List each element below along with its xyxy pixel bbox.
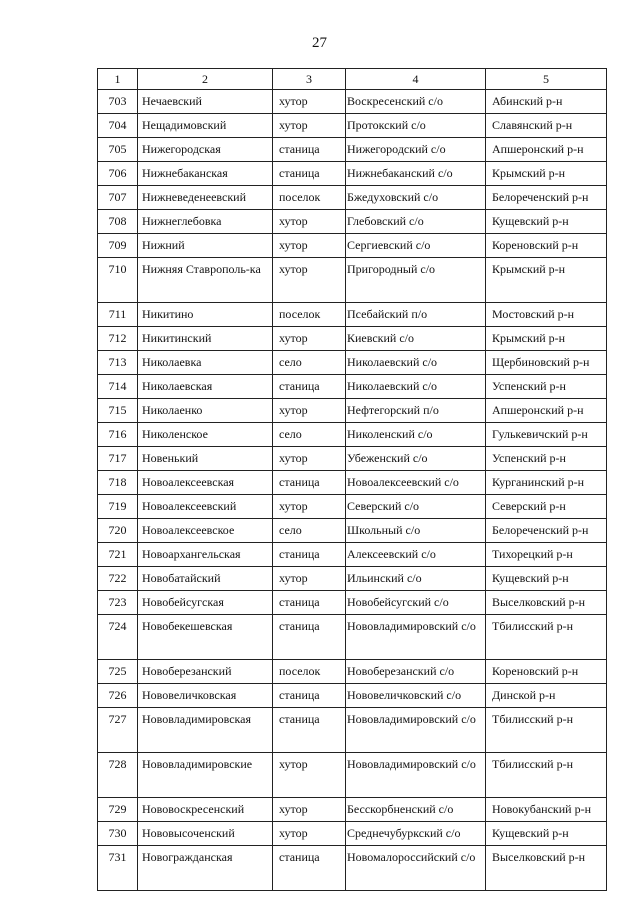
table-row (98, 90, 607, 114)
settlement-type: станица (273, 375, 346, 399)
settlement-name: Новоархангельская (138, 543, 273, 567)
table-row (98, 303, 607, 327)
column-header: 3 (273, 69, 346, 90)
settlement-name: Никитинский (138, 327, 273, 351)
district-name: Кореновский р-н (486, 234, 607, 258)
settlement-name: Новобатайский (138, 567, 273, 591)
district-name: Тбилисский р-н (486, 615, 607, 660)
council-name: Псебайский п/о (346, 303, 486, 327)
row-number: 703 (98, 90, 138, 114)
district-name: Кущевский р-н (486, 822, 607, 846)
settlement-name: Нижневеденеевский (138, 186, 273, 210)
settlement-type: поселок (273, 660, 346, 684)
settlement-name: Нововеличковская (138, 684, 273, 708)
row-number: 708 (98, 210, 138, 234)
settlement-name: Николенское (138, 423, 273, 447)
row-number: 709 (98, 234, 138, 258)
table-row (98, 846, 607, 891)
settlement-type: хутор (273, 114, 346, 138)
settlement-type: станица (273, 543, 346, 567)
row-number: 715 (98, 399, 138, 423)
row-number: 726 (98, 684, 138, 708)
council-name: Николаевский с/о (346, 351, 486, 375)
council-name: Нововладимировский с/о (346, 753, 486, 798)
district-name: Славянский р-н (486, 114, 607, 138)
settlement-name: Новогражданская (138, 846, 273, 891)
settlement-name: Нижнеглебовка (138, 210, 273, 234)
council-name: Новоберезанский с/о (346, 660, 486, 684)
table-row (98, 210, 607, 234)
row-number: 713 (98, 351, 138, 375)
council-name: Николенский с/о (346, 423, 486, 447)
council-name: Новоалексеевский с/о (346, 471, 486, 495)
settlement-name: Николаенко (138, 399, 273, 423)
settlement-name: Нововладимировские (138, 753, 273, 798)
council-name: Нововеличковский с/о (346, 684, 486, 708)
settlement-name: Новоберезанский (138, 660, 273, 684)
council-name: Новобейсугский с/о (346, 591, 486, 615)
table-row (98, 114, 607, 138)
council-name: Нижнебаканский с/о (346, 162, 486, 186)
district-name: Апшеронский р-н (486, 399, 607, 423)
council-name: Ильинский с/о (346, 567, 486, 591)
district-name: Северский р-н (486, 495, 607, 519)
row-number: 705 (98, 138, 138, 162)
row-number: 711 (98, 303, 138, 327)
table-row (98, 447, 607, 471)
table-row (98, 471, 607, 495)
settlement-type: станица (273, 591, 346, 615)
table-row (98, 258, 607, 303)
table-row (98, 399, 607, 423)
settlement-type: поселок (273, 303, 346, 327)
row-number: 727 (98, 708, 138, 753)
settlement-type: село (273, 519, 346, 543)
table-row (98, 567, 607, 591)
district-name: Кущевский р-н (486, 210, 607, 234)
council-name: Сергиевский с/о (346, 234, 486, 258)
settlement-type: хутор (273, 90, 346, 114)
page-number: 27 (312, 35, 327, 51)
settlement-name: Николаевская (138, 375, 273, 399)
settlement-name: Никитино (138, 303, 273, 327)
district-name: Тихорецкий р-н (486, 543, 607, 567)
column-header: 5 (486, 69, 607, 90)
table-body (98, 90, 607, 891)
settlement-name: Новенький (138, 447, 273, 471)
table-row (98, 351, 607, 375)
settlement-type: хутор (273, 399, 346, 423)
settlement-type: станица (273, 471, 346, 495)
council-name: Среднечубуркский с/о (346, 822, 486, 846)
row-number: 728 (98, 753, 138, 798)
table-row (98, 186, 607, 210)
district-name: Крымский р-н (486, 258, 607, 303)
district-name: Тбилисский р-н (486, 753, 607, 798)
table-row (98, 684, 607, 708)
settlement-name: Новоалексеевское (138, 519, 273, 543)
row-number: 731 (98, 846, 138, 891)
row-number: 706 (98, 162, 138, 186)
settlement-name: Нововоскресенский (138, 798, 273, 822)
table-row (98, 543, 607, 567)
row-number: 719 (98, 495, 138, 519)
column-header: 1 (98, 69, 138, 90)
council-name: Нижегородский с/о (346, 138, 486, 162)
table-row (98, 138, 607, 162)
council-name: Киевский с/о (346, 327, 486, 351)
district-name: Белореченский р-н (486, 519, 607, 543)
settlement-name: Новоалексеевский (138, 495, 273, 519)
district-name: Успенский р-н (486, 375, 607, 399)
settlement-type: хутор (273, 327, 346, 351)
table-row (98, 495, 607, 519)
settlement-type: хутор (273, 495, 346, 519)
council-name: Воскресенский с/о (346, 90, 486, 114)
district-name: Щербиновский р-н (486, 351, 607, 375)
table-row (98, 753, 607, 798)
row-number: 725 (98, 660, 138, 684)
district-name: Гулькевичский р-н (486, 423, 607, 447)
table-row (98, 591, 607, 615)
council-name: Бжедуховский с/о (346, 186, 486, 210)
settlement-name: Нечаевский (138, 90, 273, 114)
row-number: 724 (98, 615, 138, 660)
district-name: Новокубанский р-н (486, 798, 607, 822)
settlements-table (97, 68, 607, 891)
row-number: 707 (98, 186, 138, 210)
council-name: Пригородный с/о (346, 258, 486, 303)
district-name: Динской р-н (486, 684, 607, 708)
row-number: 710 (98, 258, 138, 303)
council-name: Глебовский с/о (346, 210, 486, 234)
table-row (98, 822, 607, 846)
settlement-type: хутор (273, 258, 346, 303)
row-number: 716 (98, 423, 138, 447)
row-number: 729 (98, 798, 138, 822)
table-row (98, 798, 607, 822)
settlement-type: хутор (273, 822, 346, 846)
row-number: 723 (98, 591, 138, 615)
settlement-type: село (273, 351, 346, 375)
table-row (98, 423, 607, 447)
district-name: Успенский р-н (486, 447, 607, 471)
row-number: 712 (98, 327, 138, 351)
district-name: Мостовский р-н (486, 303, 607, 327)
row-number: 717 (98, 447, 138, 471)
settlement-type: станица (273, 846, 346, 891)
settlement-name: Новобекешевская (138, 615, 273, 660)
council-name: Протокский с/о (346, 114, 486, 138)
council-name: Николаевский с/о (346, 375, 486, 399)
council-name: Северский с/о (346, 495, 486, 519)
district-name: Кореновский р-н (486, 660, 607, 684)
district-name: Крымский р-н (486, 327, 607, 351)
council-name: Нововладимировский с/о (346, 615, 486, 660)
council-name: Нефтегорский п/о (346, 399, 486, 423)
district-name: Апшеронский р-н (486, 138, 607, 162)
council-name: Новомалороссийский с/о (346, 846, 486, 891)
table-row (98, 660, 607, 684)
row-number: 720 (98, 519, 138, 543)
settlement-type: хутор (273, 447, 346, 471)
district-name: Белореченский р-н (486, 186, 607, 210)
settlement-name: Нововысоченский (138, 822, 273, 846)
table-row (98, 708, 607, 753)
district-name: Курганинский р-н (486, 471, 607, 495)
row-number: 714 (98, 375, 138, 399)
district-name: Выселковский р-н (486, 846, 607, 891)
district-name: Выселковский р-н (486, 591, 607, 615)
settlement-name: Нововладимировская (138, 708, 273, 753)
settlement-name: Нижегородская (138, 138, 273, 162)
row-number: 704 (98, 114, 138, 138)
settlement-name: Николаевка (138, 351, 273, 375)
council-name: Школьный с/о (346, 519, 486, 543)
settlement-type: станица (273, 138, 346, 162)
settlement-type: хутор (273, 567, 346, 591)
column-header: 4 (346, 69, 486, 90)
table-row (98, 234, 607, 258)
district-name: Абинский р-н (486, 90, 607, 114)
table-row (98, 162, 607, 186)
row-number: 721 (98, 543, 138, 567)
settlement-name: Новоалексеевская (138, 471, 273, 495)
district-name: Крымский р-н (486, 162, 607, 186)
settlement-type: станица (273, 708, 346, 753)
settlement-type: станица (273, 162, 346, 186)
row-number: 730 (98, 822, 138, 846)
council-name: Алексеевский с/о (346, 543, 486, 567)
settlement-type: хутор (273, 798, 346, 822)
settlement-type: поселок (273, 186, 346, 210)
table-row (98, 327, 607, 351)
settlement-type: станица (273, 615, 346, 660)
table-row (98, 615, 607, 660)
district-name: Тбилисский р-н (486, 708, 607, 753)
settlement-type: хутор (273, 234, 346, 258)
settlement-name: Новобейсугская (138, 591, 273, 615)
settlement-name: Нижняя Ставрополь-ка (138, 258, 273, 303)
table-header-row (98, 69, 607, 90)
council-name: Нововладимировский с/о (346, 708, 486, 753)
council-name: Бесскорбненский с/о (346, 798, 486, 822)
settlement-type: хутор (273, 753, 346, 798)
settlement-type: хутор (273, 210, 346, 234)
council-name: Убеженский с/о (346, 447, 486, 471)
settlement-name: Нижний (138, 234, 273, 258)
district-name: Кущевский р-н (486, 567, 607, 591)
settlement-name: Нижнебаканская (138, 162, 273, 186)
settlement-name: Нещадимовский (138, 114, 273, 138)
row-number: 722 (98, 567, 138, 591)
table-row (98, 375, 607, 399)
row-number: 718 (98, 471, 138, 495)
table-row (98, 519, 607, 543)
settlement-type: село (273, 423, 346, 447)
column-header: 2 (138, 69, 273, 90)
settlement-type: станица (273, 684, 346, 708)
